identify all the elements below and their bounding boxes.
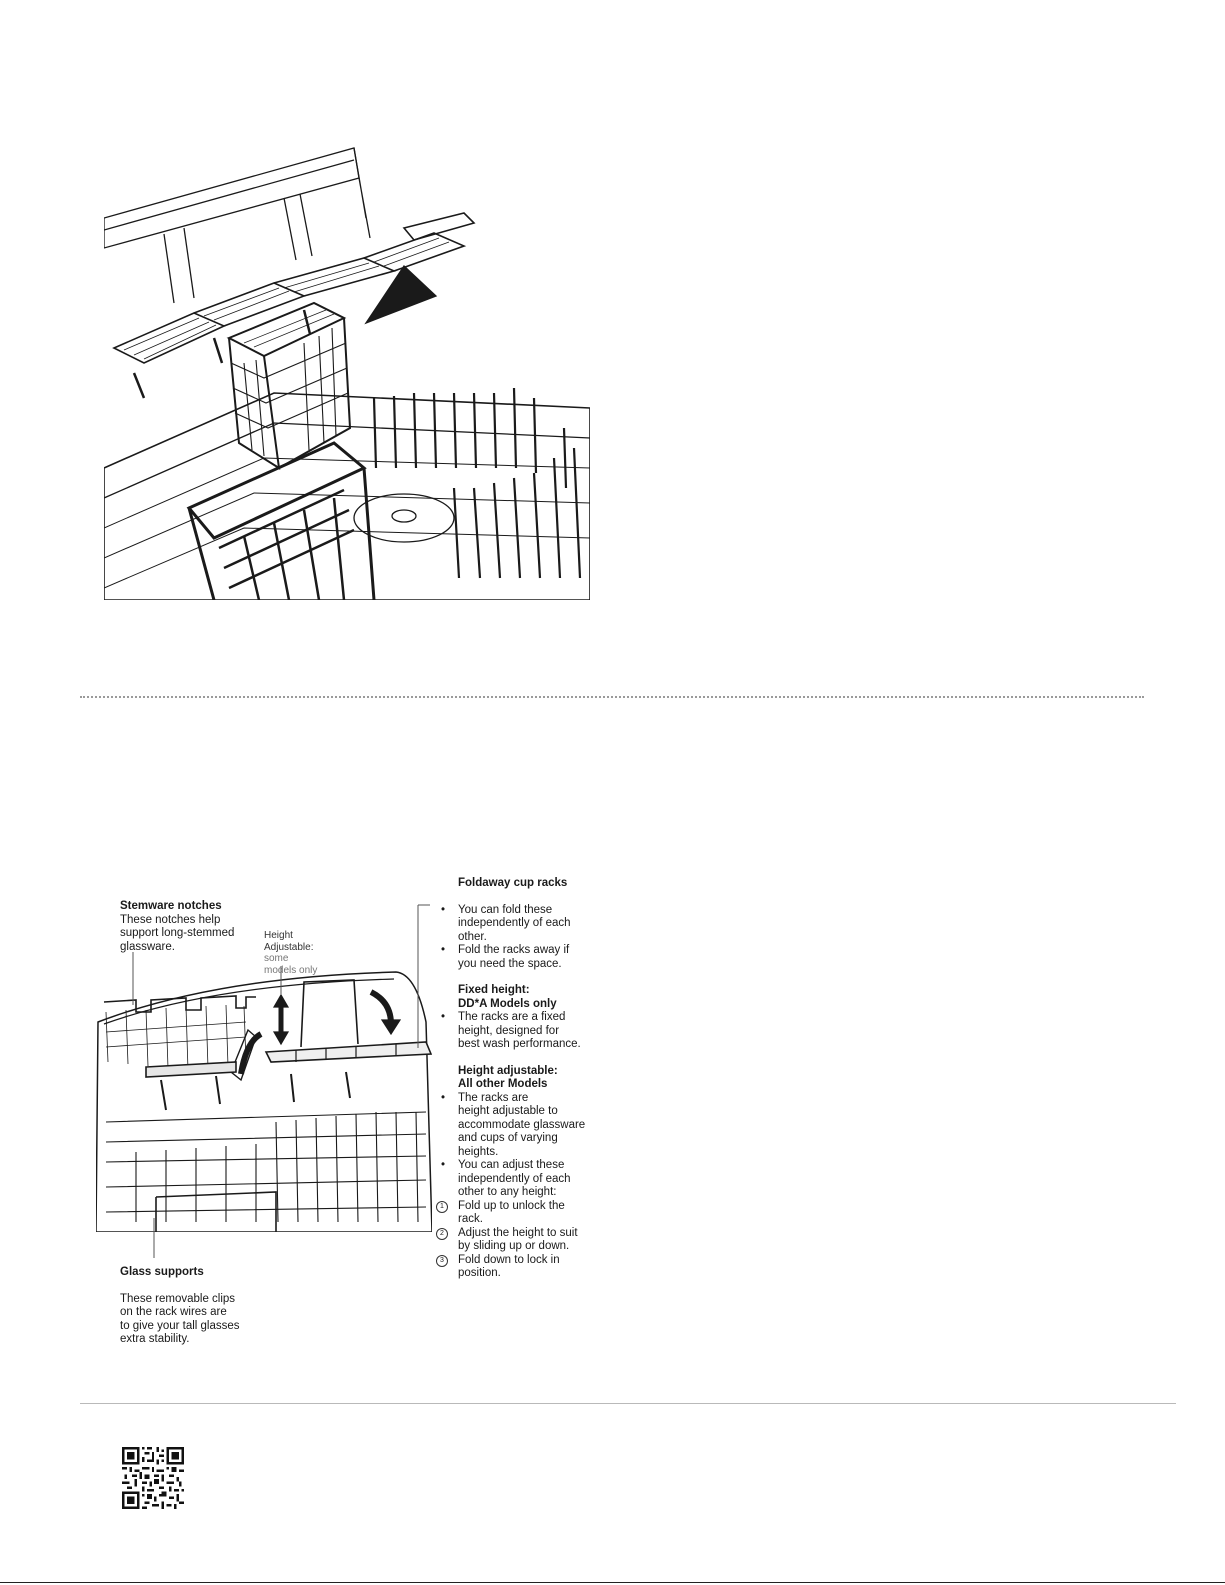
- fixed-bullet-1-line-2: height, designed for: [458, 1024, 560, 1037]
- stemware-notches-line-3: glassware.: [120, 940, 175, 953]
- height-adjustable-title-line-2: All other Models: [458, 1078, 548, 1090]
- glass-supports-line-4: extra stability.: [120, 1333, 190, 1345]
- fixed-height-title: [436, 984, 596, 1011]
- adjustable-bullet-1-line-2: height adjustable to: [458, 1105, 558, 1117]
- glass-supports-line-3: to give your tall glasses: [120, 1319, 240, 1332]
- foldaway-title: Foldaway cup racks: [458, 877, 568, 889]
- adjustable-bullet-2-line-3: other to any height:: [458, 1186, 557, 1198]
- fixed-height-title-line-2: DD*A Models only: [458, 997, 557, 1010]
- step-3-number-icon: 3: [436, 1255, 448, 1267]
- stemware-notches-label: [120, 900, 260, 954]
- step-1: [436, 1200, 596, 1227]
- height-adjustable-title-line-1: Height adjustable:: [458, 1064, 558, 1077]
- height-adjustable-line-2: Adjustable:: [264, 941, 314, 953]
- adjustable-bullet-2-line-1: You can adjust these: [458, 1159, 565, 1171]
- fixed-bullet-1-line-1: The racks are a fixed: [458, 1011, 566, 1023]
- glass-supports-title: Glass supports: [120, 1266, 204, 1278]
- adjustable-bullet-2: [436, 1159, 596, 1200]
- adjustable-bullet-1-line-5: heights.: [458, 1145, 499, 1158]
- bullet-icon: •: [440, 1091, 446, 1104]
- adjustable-bullet-1-line-3: accommodate glassware: [458, 1118, 586, 1131]
- step-2-line-2: by sliding up or down.: [458, 1240, 570, 1252]
- qr-code-icon[interactable]: [122, 1447, 184, 1509]
- bullet-icon: •: [440, 1159, 446, 1171]
- stemware-notches-title: Stemware notches: [120, 900, 222, 912]
- step-1-number-icon: 1: [436, 1201, 448, 1213]
- step-1-line-1: Fold up to unlock the: [458, 1199, 565, 1212]
- glass-supports-label: [120, 1266, 270, 1347]
- fixed-bullet-1: [436, 1011, 596, 1052]
- adjustable-bullet-1-line-1: The racks are: [458, 1091, 529, 1104]
- foldaway-bullet-1-line-1: You can fold these: [458, 903, 553, 916]
- step-3-line-2: position.: [458, 1267, 501, 1279]
- adjustable-bullet-1: [436, 1092, 596, 1160]
- adjustable-bullet-2-line-2: independently of each: [458, 1172, 571, 1185]
- fixed-height-title-line-1: Fixed height:: [458, 984, 530, 996]
- step-2: [436, 1227, 596, 1254]
- step-3: [436, 1254, 596, 1281]
- bullet-icon: •: [440, 903, 446, 916]
- fixed-bullet-1-line-3: best wash performance.: [458, 1038, 581, 1050]
- height-adjustable-note-1: some: [264, 953, 289, 964]
- height-adjustable-line-1: Height: [264, 930, 293, 941]
- foldaway-cup-racks-panel: [436, 877, 596, 1281]
- page-bottom-rule: [0, 1582, 1225, 1583]
- foldaway-leader: [418, 905, 430, 1048]
- step-2-number-icon: 2: [436, 1228, 448, 1240]
- height-adjustable-note-2: models only: [264, 964, 318, 976]
- step-3-line-1: Fold down to lock in: [458, 1253, 560, 1266]
- foldaway-bullet-1-line-3: other.: [458, 930, 487, 943]
- foldaway-bullet-1: [436, 904, 596, 945]
- step-1-line-2: rack.: [458, 1213, 483, 1225]
- bullet-icon: •: [440, 1011, 446, 1023]
- foldaway-bullet-1-line-2: independently of each: [458, 917, 571, 929]
- height-adjustable-callout: [264, 930, 344, 976]
- glass-supports-line-2: on the rack wires are: [120, 1306, 227, 1318]
- section-divider-solid: [80, 1403, 1176, 1404]
- foldaway-bullet-2-line-2: you need the space.: [458, 957, 562, 970]
- stemware-notches-line-2: support long-stemmed: [120, 927, 235, 939]
- foldaway-bullet-2: [436, 944, 596, 971]
- adjustable-bullet-1-line-4: and cups of varying: [458, 1132, 558, 1144]
- stemware-notches-line-1: These notches help: [120, 913, 221, 926]
- glass-supports-line-1: These removable clips: [120, 1292, 236, 1305]
- height-adjustable-title: [436, 1065, 596, 1092]
- foldaway-bullet-2-line-1: Fold the racks away if: [458, 944, 570, 956]
- bullet-icon: •: [440, 944, 446, 956]
- step-2-line-1: Adjust the height to suit: [458, 1226, 578, 1239]
